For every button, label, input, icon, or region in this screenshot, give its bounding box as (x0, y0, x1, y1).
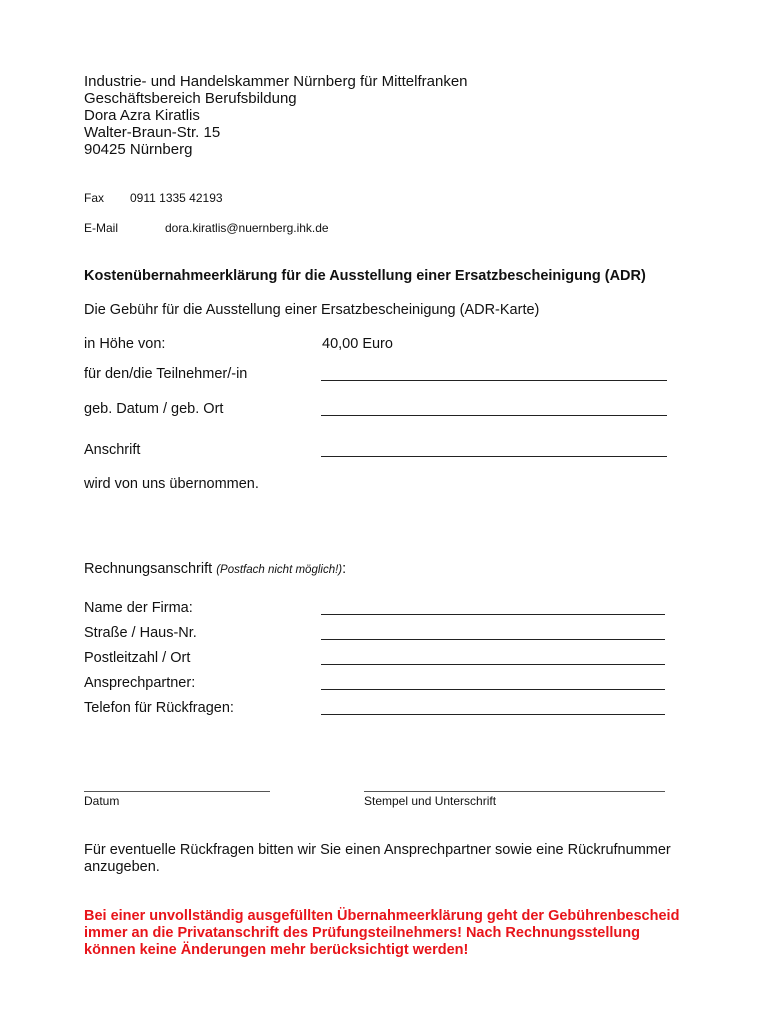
warning-notice (84, 908, 679, 959)
billing-heading-note: (Postfach nicht möglich!) (216, 564, 343, 576)
company-field[interactable] (321, 614, 665, 615)
closing-text: wird von uns übernommen. (84, 476, 259, 492)
contact-person-field[interactable] (321, 689, 665, 690)
address-line: Industrie- und Handelskammer Nürnberg für Mittelfranken (84, 73, 468, 90)
street-field[interactable] (321, 639, 665, 640)
address-field[interactable] (321, 456, 667, 457)
address-line: 90425 Nürnberg (84, 141, 193, 158)
birth-label: geb. Datum / geb. Ort (84, 401, 224, 417)
form-title: Kostenübernahmeerklärung für die Ausstellung einer Ersatzbescheinigung (ADR) (84, 268, 646, 284)
fax-value: 0911 1335 42193 (130, 191, 223, 205)
billing-heading-text: Rechnungsanschrift (84, 561, 213, 577)
note-line: Für eventuelle Rückfragen bitten wir Sie einen Ansprechpartner sowie eine Rückrufnummer (84, 842, 671, 858)
email-value: dora.kiratlis@nuernberg.ihk.de (165, 221, 329, 235)
birth-field[interactable] (321, 415, 667, 416)
stamp-signature-line[interactable] (364, 791, 665, 792)
participant-label: für den/die Teilnehmer/-in (84, 366, 248, 382)
warning-line: Bei einer unvollständig ausgefüllten Übernahmeerklärung geht der Gebührenbescheid (84, 908, 680, 924)
zip-label: Postleitzahl / Ort (84, 650, 191, 666)
street-label: Straße / Haus-Nr. (84, 625, 197, 641)
participant-field[interactable] (321, 380, 667, 381)
billing-heading-colon: : (342, 561, 347, 577)
address-label: Anschrift (84, 442, 141, 458)
recipient-address (84, 73, 468, 158)
stamp-label: Stempel und Unterschrift (364, 794, 497, 808)
zip-field[interactable] (321, 664, 665, 665)
company-label: Name der Firma: (84, 600, 193, 616)
date-signature-line[interactable] (84, 791, 270, 792)
contact-person-label: Ansprechpartner: (84, 675, 196, 691)
warning-line: immer an die Privatanschrift des Prüfungsteilnehmers! Nach Rechnungsstellung (84, 925, 640, 941)
note-line: anzugeben. (84, 859, 160, 875)
address-line: Walter-Braun-Str. 15 (84, 124, 221, 141)
phone-field[interactable] (321, 714, 665, 715)
amount-value: 40,00 Euro (322, 336, 393, 352)
fax-label: Fax (84, 191, 105, 205)
address-line: Dora Azra Kiratlis (84, 107, 200, 124)
callback-note (84, 842, 671, 876)
amount-label: in Höhe von: (84, 336, 166, 352)
email-label: E-Mail (84, 221, 119, 235)
warning-line: können keine Änderungen mehr berücksichtigt werden! (84, 942, 469, 958)
intro-text: Die Gebühr für die Ausstellung einer Ersatzbescheinigung (ADR-Karte) (84, 302, 540, 318)
billing-heading (84, 561, 346, 577)
date-label: Datum (84, 794, 120, 808)
phone-label: Telefon für Rückfragen: (84, 700, 234, 716)
address-line: Geschäftsbereich Berufsbildung (84, 90, 297, 107)
